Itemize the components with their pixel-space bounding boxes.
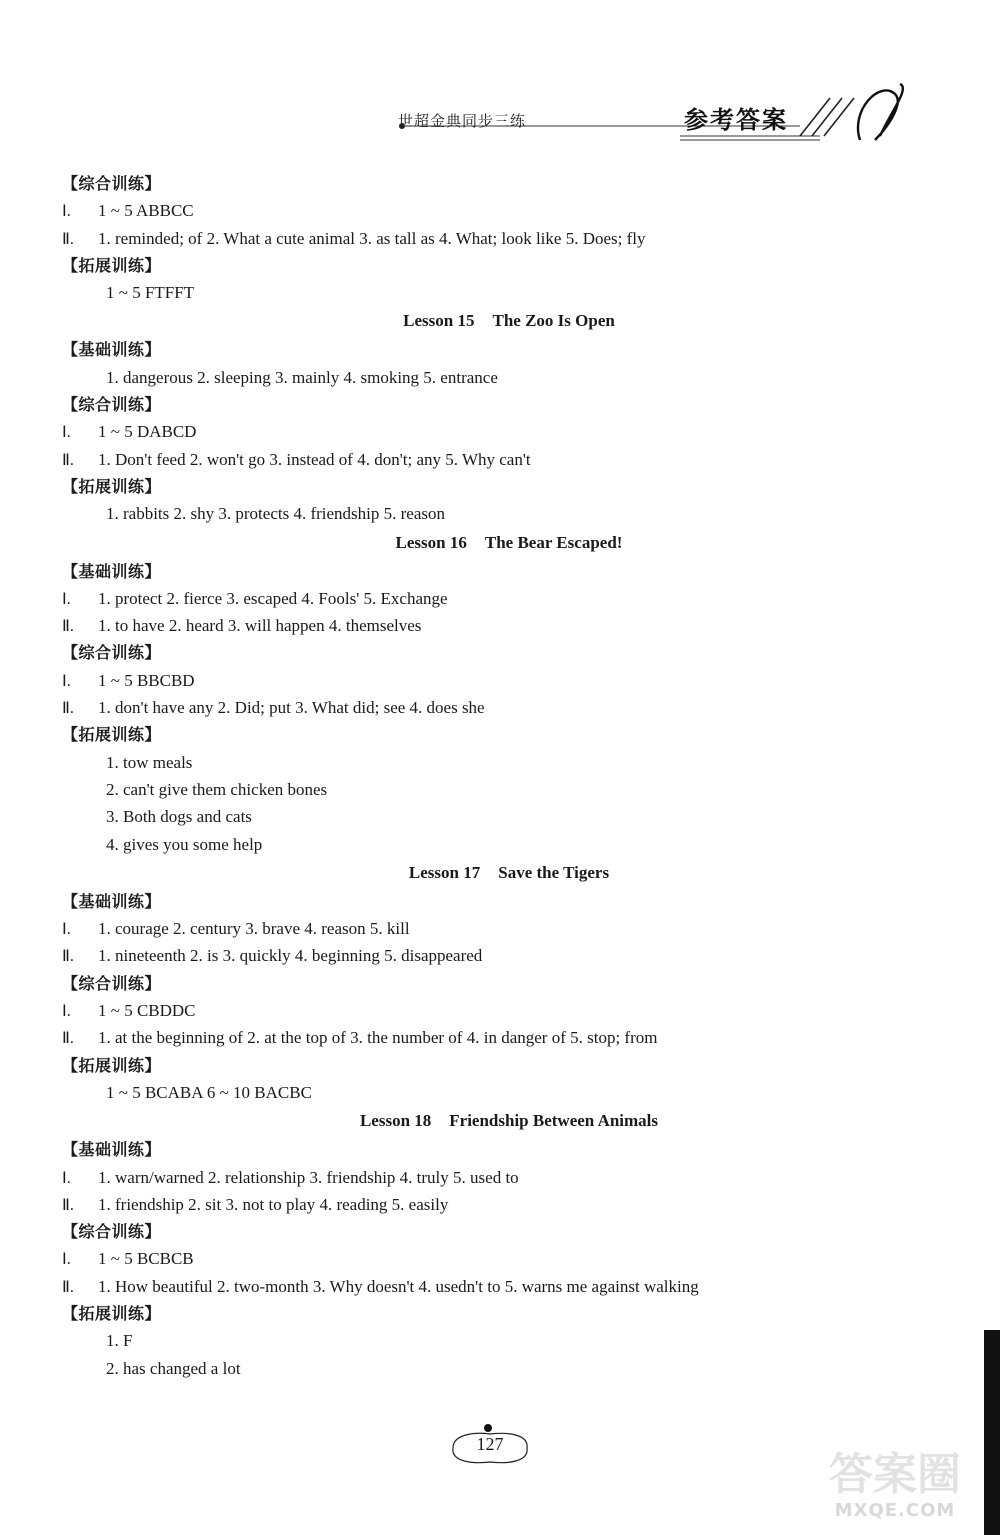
section-label-basic: 【基础训练】 bbox=[62, 1140, 162, 1160]
answer-line: 1 ~ 5 BCABA 6 ~ 10 BACBC bbox=[106, 1082, 312, 1102]
answer-line: Ⅱ. 1. reminded; of 2. What a cute animal 3. as tall as 4. What; look like 5. Does; fly bbox=[62, 228, 646, 248]
answer-line: 1. tow meals bbox=[106, 752, 193, 772]
section-label-basic: 【基础训练】 bbox=[62, 561, 162, 581]
answer-content bbox=[62, 170, 942, 1382]
series-title: 世超金典同步三练 bbox=[398, 112, 527, 130]
section-label-comprehensive: 【综合训练】 bbox=[62, 1222, 162, 1242]
section-label-extended: 【拓展训练】 bbox=[62, 725, 162, 745]
answer-line: Ⅰ. 1 ~ 5 DABCD bbox=[62, 422, 197, 442]
answer-line: Ⅱ. 1. Don't feed 2. won't go 3. instead of 4. don't; any 5. Why can't bbox=[62, 449, 531, 469]
answer-line: Ⅱ. 1. How beautiful 2. two-month 3. Why doesn't 4. usedn't to 5. warns me against walking bbox=[62, 1276, 699, 1296]
answer-line: Ⅰ. 1. courage 2. century 3. brave 4. reason 5. kill bbox=[62, 919, 410, 939]
section-label-extended: 【拓展训练】 bbox=[62, 1303, 162, 1323]
section-label-basic: 【基础训练】 bbox=[62, 340, 162, 360]
answer-line: Ⅰ. 1 ~ 5 ABBCC bbox=[62, 201, 194, 221]
lesson-title: Lesson 17 Save the Tigers bbox=[408, 862, 610, 882]
section-label-basic: 【基础训练】 bbox=[62, 891, 162, 911]
answer-line: Ⅱ. 1. to have 2. heard 3. will happen 4. themselves bbox=[62, 616, 422, 636]
answer-line: 1. F bbox=[106, 1331, 133, 1351]
lesson-title: Lesson 15 The Zoo Is Open bbox=[403, 311, 615, 331]
lesson-title: Lesson 16 The Bear Escaped! bbox=[395, 532, 623, 552]
watermark-logo: 答案圈 bbox=[829, 1449, 961, 1500]
answer-line: Ⅱ. 1. nineteenth 2. is 3. quickly 4. beginning 5. disappeared bbox=[62, 946, 483, 966]
answer-line: 1. dangerous 2. sleeping 3. mainly 4. smoking 5. entrance bbox=[106, 367, 498, 387]
section-label-extended: 【拓展训练】 bbox=[62, 476, 162, 496]
answer-line: Ⅱ. 1. friendship 2. sit 3. not to play 4. reading 5. easily bbox=[62, 1194, 449, 1214]
section-label-extended: 【拓展训练】 bbox=[62, 1055, 162, 1075]
section-title: 参考答案 bbox=[684, 106, 788, 134]
answer-line: 3. Both dogs and cats bbox=[106, 807, 252, 827]
answer-line: Ⅱ. 1. don't have any 2. Did; put 3. What did; see 4. does she bbox=[62, 698, 485, 718]
page-number: 127 bbox=[476, 1434, 504, 1454]
page-header bbox=[0, 0, 1000, 160]
answer-line: 2. can't give them chicken bones bbox=[106, 779, 328, 799]
answer-line: Ⅱ. 1. at the beginning of 2. at the top of 3. the number of 4. in danger of 5. stop; from bbox=[62, 1028, 658, 1048]
section-label-comprehensive: 【综合训练】 bbox=[62, 174, 162, 193]
answer-line: 4. gives you some help bbox=[106, 834, 263, 854]
page-footer bbox=[445, 1420, 535, 1470]
answer-line: Ⅰ. 1. protect 2. fierce 3. escaped 4. Fools' 5. Exchange bbox=[62, 588, 448, 608]
watermark-domain: MXQE.COM bbox=[834, 1500, 956, 1521]
lesson-title: Lesson 18 Friendship Between Animals bbox=[359, 1111, 659, 1131]
answer-line: 2. has changed a lot bbox=[106, 1358, 241, 1378]
watermark bbox=[800, 1430, 990, 1530]
answer-line: 1 ~ 5 FTFFT bbox=[106, 283, 195, 303]
answer-line: Ⅰ. 1. warn/warned 2. relationship 3. friendship 4. truly 5. used to bbox=[62, 1167, 519, 1187]
answer-line: Ⅰ. 1 ~ 5 CBDDC bbox=[62, 1001, 196, 1021]
section-label-comprehensive: 【综合训练】 bbox=[62, 643, 162, 663]
section-label-extended: 【拓展训练】 bbox=[62, 255, 162, 275]
answer-line: Ⅰ. 1 ~ 5 BBCBD bbox=[62, 670, 195, 690]
answer-line: Ⅰ. 1 ~ 5 BCBCB bbox=[62, 1249, 194, 1269]
answer-line: 1. rabbits 2. shy 3. protects 4. friendship 5. reason bbox=[106, 504, 445, 524]
section-label-comprehensive: 【综合训练】 bbox=[62, 395, 162, 415]
section-label-comprehensive: 【综合训练】 bbox=[62, 973, 162, 993]
